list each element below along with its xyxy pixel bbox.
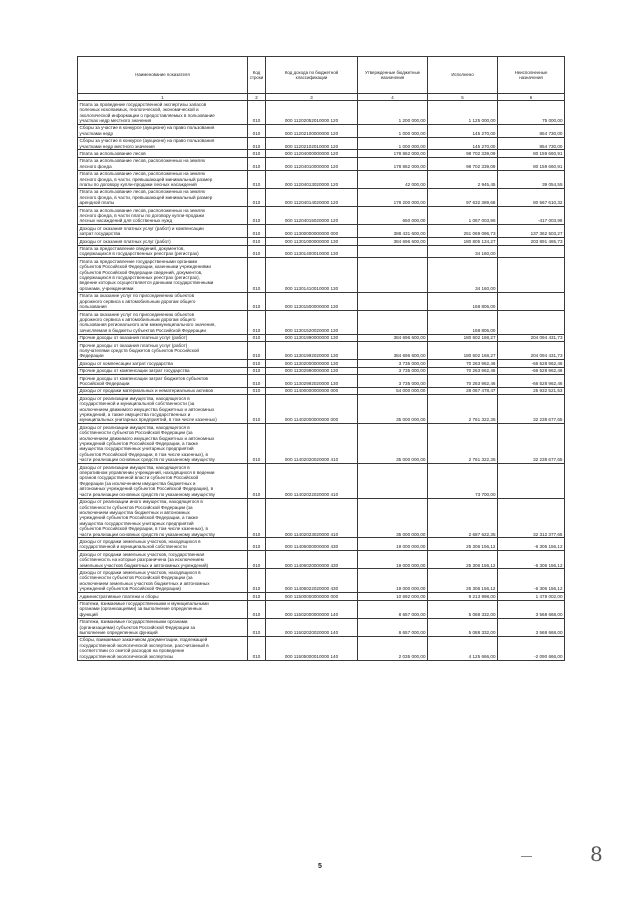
row-line-code: 010 [248, 170, 266, 188]
row-line-code: 010 [248, 636, 266, 660]
row-executed: 2 945,45 [428, 170, 498, 188]
table-row [78, 101, 565, 125]
row-line-code: 010 [248, 101, 266, 125]
row-approved: 650 000,00 [358, 207, 428, 225]
row-income-code: 000 11204000000000 120 [266, 150, 358, 157]
row-executed: 25 306 156,12 [428, 551, 498, 569]
row-approved: 3 735 000,00 [358, 360, 428, 367]
header-executed: Исполнено [428, 57, 498, 94]
row-income-code: 000 11301000000000 130 [266, 238, 358, 245]
header-income-code: Код дохода по бюджетной классификации [266, 57, 358, 94]
row-remaining: 854 730,00 [498, 137, 565, 150]
margin-mark: 8 [590, 842, 603, 866]
table-row [78, 150, 565, 157]
row-income-code: 000 11300000000000 000 [266, 225, 358, 238]
row-remaining: 25 932 521,53 [498, 387, 565, 394]
row-approved: 1 000 000,00 [358, 137, 428, 150]
row-approved: 178 862 000,00 [358, 157, 428, 170]
row-remaining: 80 567 610,32 [498, 188, 565, 206]
table-row [78, 245, 565, 258]
row-name: Прочие доходы от компенсации затрат бюджетов субъектов Российской Федерации [78, 375, 248, 388]
row-income-code: 000 11402023020000 410 [266, 498, 358, 538]
row-name: Плата за оказание услуг по присоединению объектов дорожного сервиса к автомобильным дорогам общего пользования [78, 292, 248, 310]
row-executed: 5 088 332,00 [428, 600, 498, 618]
row-income-code: 000 11204013020000 120 [266, 170, 358, 188]
row-name: Прочие доходы от оказания платных услуг (работ) [78, 334, 248, 341]
row-executed: 4 125 666,00 [428, 636, 498, 660]
header-indicator-name: Наименование показателя [78, 57, 248, 94]
table-row [78, 569, 565, 593]
row-name: Плата за оказание услуг по присоединению объектов дорожного сервиса к автомобильным дорогам общего пользования регионального или межмуниципального значения, зачисляемая в бюджеты субъектов Российской Федерации [78, 311, 248, 335]
row-income-code: 000 11505000010000 140 [266, 636, 358, 660]
table-row [78, 367, 565, 374]
row-name: Доходы от продажи земельных участков, находящихся в государственной и муниципальной собственности [78, 538, 248, 551]
row-line-code: 010 [248, 538, 266, 551]
row-name: Доходы от продажи материальных и нематериальных активов [78, 387, 248, 394]
table-row [78, 424, 565, 464]
row-name: Сборы, взимаемые заказчиком документации, подлежащей государственной экологической экспертизе, рассчитанный в соответствии со сметой расходов на проведение государственной экологической экспертизы [78, 636, 248, 660]
row-remaining: 1 478 002,00 [498, 593, 565, 600]
row-executed: 28 067 478,47 [428, 387, 498, 394]
row-executed: 70 263 962,46 [428, 367, 498, 374]
row-executed: 98 702 339,09 [428, 150, 498, 157]
row-remaining: -6 306 156,12 [498, 538, 565, 551]
row-remaining: -6 306 156,12 [498, 569, 565, 593]
row-name: Плата за проведение государственной экспертизы запасов полезных ископаемых, геологической, экономической и экологической информации о предоставляемых в пользование участках недр местного значения [78, 101, 248, 125]
row-income-code: 000 11406000000000 430 [266, 538, 358, 551]
row-name: Сборы за участие в конкурсе (аукционе) на право пользования участками недр [78, 124, 248, 137]
budget-execution-table [77, 56, 565, 661]
row-name: Доходы от продажи земельных участков, находящихся в собственности субъектов Российской Федерации (за исключением земельных участков бюджетных и автономных учреждений субъектов Российской Федерации) [78, 569, 248, 593]
table-row [78, 170, 565, 188]
row-income-code: 000 11402000000000 000 [266, 395, 358, 424]
row-line-code: 010 [248, 424, 266, 464]
table-row [78, 387, 565, 394]
table-row [78, 342, 565, 360]
row-approved: 10 692 000,00 [358, 593, 428, 600]
row-income-code: 000 11204014020000 120 [266, 188, 358, 206]
table-row [78, 207, 565, 225]
row-income-code: 000 11406022020000 430 [266, 569, 358, 593]
row-income-code: 000 11402020020000 410 [266, 424, 358, 464]
row-approved: 42 000,00 [358, 170, 428, 188]
row-line-code: 010 [248, 124, 266, 137]
row-name: Доходы от реализации имущества, находящегося в оперативном управлении учреждений, находящихся в ведении органов государственной власти субъектов Российской Федерации (за исключением имущества бюджетных и автономных учреждений субъектов Российской Федерации), в части реализации основных средств по указанному имуществу [78, 464, 248, 498]
row-line-code: 010 [248, 150, 266, 157]
row-approved: 384 696 600,00 [358, 342, 428, 360]
dash-mark [521, 856, 532, 857]
row-remaining: 32 238 677,65 [498, 395, 565, 424]
row-executed: 180 602 168,27 [428, 334, 498, 341]
table-row [78, 636, 565, 660]
row-executed: 168 806,00 [428, 311, 498, 335]
row-approved [358, 292, 428, 310]
column-number: 6 [498, 94, 565, 101]
row-income-code: 000 11406020000000 430 [266, 551, 358, 569]
row-income-code: 000 11204015020000 120 [266, 207, 358, 225]
table-row [78, 538, 565, 551]
row-approved: 54 000 000,00 [358, 387, 428, 394]
row-name: Прочие доходы от компенсации затрат государства [78, 367, 248, 374]
column-number: 2 [248, 94, 266, 101]
row-approved: 388 431 600,00 [358, 225, 428, 238]
row-remaining: -66 528 962,46 [498, 375, 565, 388]
table-row [78, 360, 565, 367]
row-line-code: 010 [248, 157, 266, 170]
row-approved: 35 000 000,00 [358, 498, 428, 538]
row-line-code: 010 [248, 464, 266, 498]
row-executed: 70 263 962,46 [428, 360, 498, 367]
row-approved [358, 464, 428, 498]
row-income-code: 000 11400000000000 000 [266, 387, 358, 394]
row-line-code: 010 [248, 551, 266, 569]
row-executed: 70 263 962,46 [428, 375, 498, 388]
table-row [78, 188, 565, 206]
row-executed: 25 306 156,12 [428, 569, 498, 593]
header-approved: Утвержденные бюджетные назначения [358, 57, 428, 94]
row-name: Плата за использование лесов [78, 150, 248, 157]
row-name: Плата за использование лесов, расположенных на землях лесного фонда [78, 157, 248, 170]
row-name: Плата за использование лесов, расположенных на землях лесного фонда, в части, превышающей минимальный размер арендной платы [78, 188, 248, 206]
row-name: Доходы от реализации иного имущества, находящегося в собственности субъектов Российской Федерации (за исключением имущества бюджетных и автономных учреждений субъектов Российской Федерации, а также имущества государственных унитарных предприятий субъектов Российской Федерации, в том числе казенных), в части реализации основных средств по указанному имуществу [78, 498, 248, 538]
row-approved: 178 200 000,00 [358, 188, 428, 206]
row-approved [358, 258, 428, 292]
row-income-code: 000 11301500000000 130 [266, 292, 358, 310]
row-remaining: 80 159 660,91 [498, 150, 565, 157]
table-row [78, 292, 565, 310]
table-row [78, 395, 565, 424]
header-row [78, 57, 565, 94]
row-executed: 168 806,00 [428, 292, 498, 310]
row-line-code: 010 [248, 593, 266, 600]
row-executed: 1 067 003,96 [428, 207, 498, 225]
row-remaining [498, 292, 565, 310]
row-income-code: 000 11301520020000 130 [266, 311, 358, 335]
row-line-code: 010 [248, 258, 266, 292]
row-line-code: 010 [248, 395, 266, 424]
row-name: Платежи, взимаемые государственными и муниципальными органами (организациями) за выполнение определенных функций [78, 600, 248, 618]
row-approved: 19 000 000,00 [358, 569, 428, 593]
table-row [78, 551, 565, 569]
row-name: Доходы от реализации имущества, находящегося в собственности субъектов Российской Федерации (за исключением движимого имущества бюджетных и автономных учреждений субъектов Российской Федерации, а также имущества государственных унитарных предприятий субъектов Российской Федерации, в том числе казенных), в части реализации основных средств по указанному имуществу [78, 424, 248, 464]
row-remaining: 75 000,00 [498, 101, 565, 125]
row-approved: 178 862 000,00 [358, 150, 428, 157]
page-number: 5 [318, 863, 322, 870]
row-approved: 19 000 000,00 [358, 538, 428, 551]
row-remaining: 80 159 660,91 [498, 157, 565, 170]
row-approved: 19 000 000,00 [358, 551, 428, 569]
row-line-code: 010 [248, 387, 266, 394]
row-remaining [498, 245, 565, 258]
row-income-code: 000 11202100000000 120 [266, 124, 358, 137]
table-row [78, 334, 565, 341]
row-approved [358, 311, 428, 335]
row-executed: 145 270,00 [428, 124, 498, 137]
row-line-code: 010 [248, 311, 266, 335]
row-remaining: -66 528 962,46 [498, 367, 565, 374]
row-remaining: 203 891 465,73 [498, 238, 565, 245]
row-remaining: 137 362 503,27 [498, 225, 565, 238]
row-executed: 34 160,00 [428, 258, 498, 292]
table-row [78, 375, 565, 388]
row-name: Платежи, взимаемые государственными органами (организациями) субъектов Российской Федерации за выполнение определенных функций [78, 618, 248, 636]
row-approved: 384 696 600,00 [358, 238, 428, 245]
row-income-code: 000 11402022020000 410 [266, 464, 358, 498]
row-line-code: 010 [248, 188, 266, 206]
row-income-code: 000 11202102010000 120 [266, 137, 358, 150]
row-executed: 1 125 000,00 [428, 101, 498, 125]
row-approved: 35 000 000,00 [358, 424, 428, 464]
row-line-code: 010 [248, 137, 266, 150]
table-row [78, 258, 565, 292]
row-name: Доходы от продажи земельных участков, государственная собственность на которые разграничена (за исключением земельных участков бюджетных и автономных учреждений) [78, 551, 248, 569]
report-sheet [77, 56, 564, 661]
row-executed: 98 702 339,09 [428, 157, 498, 170]
row-name: Плата за предоставление государственными органами субъектов Российской Федерации, казенными учреждениями субъектов Российской Федерации сведений, документов, содержащихся в государственных реестрах (регистрах), ведение которых осуществляется данными государственными органами, учреждениями [78, 258, 248, 292]
row-remaining: 204 094 431,73 [498, 342, 565, 360]
row-name: Доходы от компенсации затрат государства [78, 360, 248, 367]
row-income-code: 000 11202052010000 120 [266, 101, 358, 125]
row-income-code: 000 11500000000000 000 [266, 593, 358, 600]
row-line-code: 010 [248, 375, 266, 388]
row-executed: 2 761 322,35 [428, 424, 498, 464]
row-name: Доходы от оказания платных услуг (работ) [78, 238, 248, 245]
column-number: 4 [358, 94, 428, 101]
row-income-code: 000 11301990000000 130 [266, 334, 358, 341]
table-row [78, 124, 565, 137]
row-remaining: -6 306 156,12 [498, 551, 565, 569]
table-row [78, 593, 565, 600]
table-row [78, 137, 565, 150]
row-remaining [498, 258, 565, 292]
row-line-code: 010 [248, 618, 266, 636]
row-approved: 2 035 000,00 [358, 636, 428, 660]
row-income-code: 000 11302990000000 130 [266, 367, 358, 374]
table-row [78, 498, 565, 538]
row-income-code: 000 11204010000000 120 [266, 157, 358, 170]
column-number: 5 [428, 94, 498, 101]
row-remaining: 32 238 677,65 [498, 424, 565, 464]
table-row [78, 225, 565, 238]
row-line-code: 010 [248, 360, 266, 367]
row-executed: 180 805 134,27 [428, 238, 498, 245]
row-line-code: 010 [248, 342, 266, 360]
row-line-code: 010 [248, 367, 266, 374]
row-income-code: 000 11502020020000 140 [266, 618, 358, 636]
table-row [78, 618, 565, 636]
row-line-code: 010 [248, 238, 266, 245]
row-remaining: 854 730,00 [498, 124, 565, 137]
row-name: Сборы за участие в конкурсе (аукционе) на право пользования участками недр местного значения [78, 137, 248, 150]
row-remaining [498, 464, 565, 498]
table-row [78, 238, 565, 245]
row-line-code: 010 [248, 600, 266, 618]
row-remaining: -2 090 666,00 [498, 636, 565, 660]
row-executed: 180 602 168,27 [428, 342, 498, 360]
table-row [78, 311, 565, 335]
row-income-code: 000 11302992020000 130 [266, 375, 358, 388]
row-line-code: 010 [248, 225, 266, 238]
row-executed: 34 160,00 [428, 245, 498, 258]
row-income-code: 000 11302000000000 130 [266, 360, 358, 367]
row-line-code: 010 [248, 207, 266, 225]
row-approved: 8 657 000,00 [358, 618, 428, 636]
row-line-code: 010 [248, 245, 266, 258]
row-name: Плата за использование лесов, расположенных на землях лесного фонда, в части платы по договору купли-продажи лесных насаждений для собственных нужд [78, 207, 248, 225]
row-executed: 97 632 389,68 [428, 188, 498, 206]
row-executed: 2 687 622,35 [428, 498, 498, 538]
header-line-code: Код строки [248, 57, 266, 94]
row-approved: 3 735 000,00 [358, 375, 428, 388]
table-row [78, 157, 565, 170]
row-remaining: -417 003,96 [498, 207, 565, 225]
row-executed: 2 761 322,35 [428, 395, 498, 424]
row-approved: 8 657 000,00 [358, 600, 428, 618]
row-name: Плата за предоставление сведений, документов, содержащихся в государственных реестрах (регистрах) [78, 245, 248, 258]
row-income-code: 000 11301410010000 130 [266, 258, 358, 292]
row-income-code: 000 11301992020000 130 [266, 342, 358, 360]
column-number-row [78, 94, 565, 101]
table-row [78, 600, 565, 618]
row-line-code: 010 [248, 292, 266, 310]
row-remaining: -66 528 962,46 [498, 360, 565, 367]
row-approved [358, 245, 428, 258]
column-number: 1 [78, 94, 248, 101]
table-body [78, 101, 565, 660]
row-executed: 9 213 998,00 [428, 593, 498, 600]
row-approved: 1 000 000,00 [358, 124, 428, 137]
row-approved: 1 200 000,00 [358, 101, 428, 125]
row-income-code: 000 11301400010000 130 [266, 245, 358, 258]
row-income-code: 000 11502000000000 140 [266, 600, 358, 618]
row-approved: 384 696 600,00 [358, 334, 428, 341]
row-name: Доходы от оказания платных услуг (работ) и компенсации затрат государства [78, 225, 248, 238]
row-line-code: 010 [248, 569, 266, 593]
row-approved: 35 000 000,00 [358, 395, 428, 424]
row-remaining: 3 568 668,00 [498, 600, 565, 618]
row-executed: 73 700,00 [428, 464, 498, 498]
row-executed: 25 306 156,12 [428, 538, 498, 551]
row-remaining: 3 568 668,00 [498, 618, 565, 636]
row-name: Плата за использование лесов, расположенных на землях лесного фонда, в части, превышающей минимальный размер платы по договору купли-продажи лесных насаждений [78, 170, 248, 188]
row-approved: 3 735 000,00 [358, 367, 428, 374]
row-name: Доходы от реализации имущества, находящегося в государственной и муниципальной собственности (за исключением движимого имущества бюджетных и автономных учреждений, а также имущества государственных и муниципальных унитарных предприятий, в том числе казенных) [78, 395, 248, 424]
row-line-code: 010 [248, 334, 266, 341]
column-number: 3 [266, 94, 358, 101]
row-remaining: 204 094 431,73 [498, 334, 565, 341]
row-executed: 251 069 096,73 [428, 225, 498, 238]
row-executed: 145 270,00 [428, 137, 498, 150]
row-remaining [498, 311, 565, 335]
row-name: Административные платежи и сборы [78, 593, 248, 600]
row-name: Прочие доходы от оказания платных услуг (работ) получателями средств бюджетов субъектов Российской Федерации [78, 342, 248, 360]
header-remaining: Неисполненные назначения [498, 57, 565, 94]
row-executed: 5 088 332,00 [428, 618, 498, 636]
row-remaining: 32 312 377,65 [498, 498, 565, 538]
row-remaining: 39 054,55 [498, 170, 565, 188]
row-line-code: 010 [248, 498, 266, 538]
table-row [78, 464, 565, 498]
